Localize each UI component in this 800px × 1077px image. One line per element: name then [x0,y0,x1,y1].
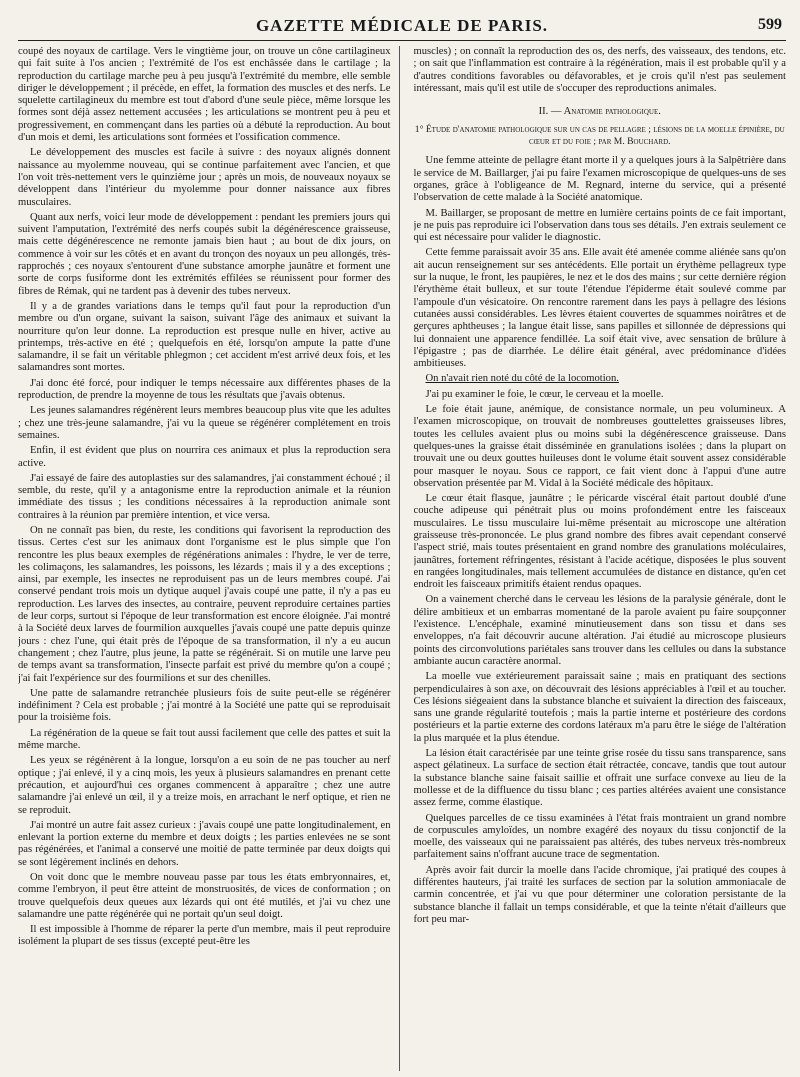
article-title: 1° Étude d'anatomie pathologique sur un cas de pellagre ; lésions de la moelle épinière, du cœur et du foie ; par M. Bouchard. [414,124,785,147]
paragraph: Il y a de grandes variations dans le temps qu'il faut pour la reproduction d'un membre ou d'un organe, suivant la saison, suivant l'âge des animaux et suivant la nourriture qu'on leur donne. La reproduction est presque nulle en hiver, active au printemps, très-active en été ; quelquefois en été, lorsqu'on ampute la patte d'une salamandre, il se fait un véritable phlegmon ; cet accident m'est arrivé deux fois, et les salamandres sont mortes. [18,300,391,374]
paragraph: Le cœur était flasque, jaunâtre ; le péricarde viscéral était partout doublé d'une couche adipeuse qui pénétrait plus ou moins profondément entre les faisceaux musculaires. Le tissu musculaire lui-même présentait au microscope une altération graisseuse très-prononcée. Le plus grand nombre des fibres avait cependant conservé l'aspect strié, mais toutes présentaient en grand nombre des granulations moléculaires, jaunâtres, fortement réfringentes, résistant à l'acide acétique, disposées le plus souvent en rangées longitudinales, mais tellement accumulées de distance en distance, qu'en cet endroit les faisceaux primitifs étaient rendus opaques. [413,493,786,591]
paragraph: J'ai montré un autre fait assez curieux : j'avais coupé une patte longitudinalement, en enlevant la portion externe du membre et deux doigts ; les parties enlevées ne se sont pas régénérées, et l'animal a conservé une moitié de patte terminée par deux doigts qui se sont légèrement inclinés en dehors. [18,819,391,868]
paragraph: La moelle vue extérieurement paraissait saine ; mais en pratiquant des sections perpendiculaires à son axe, on découvrait des lésions appréciables à l'œil et au toucher. Ces lésions siégeaient dans la substance blanche et suivaient la direction des faisceaux, sans une grande régularité toutefois ; mais la partie interne et postérieure des cordons postérieurs et la partie externe des cordons latéraux m'a paru être le siége de l'altération la plus marquée et la plus étendue. [413,671,786,744]
paragraph: On ne connaît pas bien, du reste, les conditions qui favorisent la reproduction des tissus. Certes c'est sur les animaux dont l'organisme est le plus simple que l'on rencontre les plus beaux exemples de régénérations animales : l'hydre, le ver de terre, les colimaçons, les salamandres, les poissons, les lézards ; mais il y a des exceptions ; ainsi, par exemple, les insectes ne reproduisent pas un de leurs membres coupé. J'ai conservé pendant trois mois un dytique auquel j'avais coupé une patte, il n'y a pas eu reproduction. Les larves des insectes, au contraire, peuvent reproduire certaines parties de leur corps, surtout si l'époque de leur transformation est encore éloignée. J'ai montré à la Société deux larves de fourmilion auxquelles j'avais coupé une patte depuis quinze jours : chez l'une, qui était près de l'époque de sa transformation, il n'y a eu aucun changement ; chez l'autre, plus jeune, la patte se régénérait. Si on mutile une larve peu de temps avant sa transformation, l'insecte parfait est privé du membre qu'on a coupé ; j'ai fait l'expérience sur des fourmilions et sur des chenilles. [18,524,391,684]
two-column-body [18,46,786,1071]
left-column [18,46,400,1071]
paragraph: Quant aux nerfs, voici leur mode de développement : pendant les premiers jours qui suivent l'amputation, l'extrémité des nerfs coupés subit la dégénérescence graisseuse, mais cette dégénérescence ne remonte jamais bien haut ; au bout de dix jours, on commence à voir sur les côtés et en avant du tronçon des noyaux un peu allongés, très-rapprochés ; ces noyaux s'entourent d'une substance amorphe jaunâtre et forment une sorte de corps fusiforme dont les extrémités effilées se réunissent pour former des fibres de Rémak, qui ne tardent pas à devenir des tubes nerveux. [18,211,391,297]
section-title: II. — Anatomie pathologique. [538,106,661,118]
paragraph: Une femme atteinte de pellagre étant morte il y a quelques jours à la Salpêtrière dans le service de M. Baillarger, j'ai pu faire l'examen microscopique de quelques-uns de ses organes, grâce à l'obligeance de M. Regnard, interne du service, qui a présenté l'observation de cette malade à la Société anatomique. [413,155,786,204]
paragraph: J'ai essayé de faire des autoplasties sur des salamandres, j'ai constamment échoué ; il semble, du reste, qu'il y a antagonisme entre la reproduction animale et la réunion immédiate des tissus ; les conditions nécessaires à la reproduction animale sont contraires à la réunion par première intention, et vice versa. [18,472,391,521]
underlined-text: On n'avait rien noté du côté de la locomotion. [425,373,619,385]
paragraph: J'ai donc été forcé, pour indiquer le temps nécessaire aux différentes phases de la reproduction, de prendre la moyenne de tous les résultats que j'avais obtenus. [18,377,391,402]
paragraph: La régénération de la queue se fait tout aussi facilement que celle des pattes et suit la même marche. [18,727,391,752]
page-number: 599 [758,16,782,33]
page-header [18,14,786,41]
journal-title: GAZETTE MÉDICALE DE PARIS. [255,16,549,35]
paragraph: Après avoir fait durcir la moelle dans l'acide chromique, j'ai pratiqué des coupes à différentes hauteurs, j'ai traité les surfaces de section par la solution ammoniacale de carmin concentrée, et j'ai vu que pour déterminer une coloration persistante de la substance blanche il fallait un temps considérable, et que la teinte n'était d'ailleurs que fort peu mar- [413,864,786,925]
paragraph: On a vainement cherché dans le cerveau les lésions de la paralysie générale, dont le délire ambitieux et un embarras momentané de la parole avaient pu faire soupçonner l'existence. L'encéphale, examiné minutieusement dans son tissu et dans ses enveloppes, n'a fait découvrir aucune altération. J'ai étudié au microscope plusieurs points des circonvolutions pariétales sans trouver dans les cellules ou dans la substance ambiante aucun caractère anormal. [413,594,786,667]
paragraph: coupé des noyaux de cartilage. Vers le vingtième jour, on trouve un cône cartilagineux qui fait suite à l'os ancien ; l'extrémité de l'os est enchâssée dans le cartilage ; la reproduction du cartilage marche peu à peu jusqu'à l'extrémité du membre, elle semble diriger le développement ; il précède, en effet, la formation des muscles et des nerfs. Le squelette cartilagineux du membre est tout d'abord d'une seule pièce, même lorsque les formes sont déjà assez nettement accusées ; les articulations se montrent peu à peu et progressivement, en commençant dans les parties où a débuté la reproduction. Au bout d'un mois et demi, les articulations sont formées et l'ossification commence. [18,46,391,144]
paragraph: M. Baillarger, se proposant de mettre en lumière certains points de ce fait important, je ne puis pas reproduire ici l'observation dans tous ses détails. J'en extrais seulement ce qui est nécessaire pour valider le diagnostic. [413,207,786,244]
paragraph: Il est impossible à l'homme de réparer la perte d'un membre, mais il peut reproduire isolément la plupart de ses tissus (excepté peut-être les [18,924,391,948]
underlined-paragraph [414,373,787,385]
paragraph: Cette femme paraissait avoir 35 ans. Elle avait été amenée comme aliénée sans qu'on ait aucun renseignement sur ses antécédents. Elle portait un érythème pellagreux type sur la nuque, le front, les paupières, le nez et le dos des mains ; sur cette dernière région l'érythème était bulleux, et sur toute l'étendue l'épiderme était soulevé comme par l'ampoule d'un vésicatoire. On rencontre rarement dans les pays à pellagre des lésions cutanées aussi considérables. Les lèvres étaient couvertes de squammes noirâtres et de gerçures aphtheuses ; la langue était lisse, sans papilles et sillonnée de dépressions qui lui donnaient une apparence fendillée. La soif était vive, avec sensation de brûlure à l'épigastre ; pas de diarrhée. Le délire était général, avec prédominance d'idées ambitieuses. [413,247,786,370]
right-column [414,46,787,1071]
paragraph: Le développement des muscles est facile à suivre : des noyaux alignés donnent naissance au myolemme nouveau, qui se continue parfaitement avec l'ancien, et que l'on voit très-nettement vers le quinzième jour ; après un mois, de nouveaux noyaux se développent dans l'intérieur du myolemme pour donner naissance aux fibres musculaires. [18,147,391,208]
paragraph: On voit donc que le membre nouveau passe par tous les états embryonnaires, et, comme l'embryon, il peut être atteint de monstruosités, de vices de conformation ; on trouve quelquefois deux queues aux lézards qui ont été mutilés, et j'ai vu chez une salamandre une patte régénérée qui ne portait qu'un seul doigt. [18,872,391,920]
paragraph: Une patte de salamandre retranchée plusieurs fois de suite peut-elle se régénérer indéfiniment ? Cela est probable ; j'ai montré à la Société une patte qui se reproduisait pour la troisième fois. [18,687,391,724]
paragraph: muscles) ; on connaît la reproduction des os, des nerfs, des vaisseaux, des tendons, etc. ; on sait que l'inflammation est contraire à la régénération, mais il est probable qu'il y a d'autres conditions favorables ou défavorables, et je crois qu'il n'est pas seulement intéressant, mais qu'il est utile de s'occuper des reproductions animales. [413,46,786,94]
paragraph: Les jeunes salamandres régénèrent leurs membres beaucoup plus vite que les adultes ; chez une très-jeune salamandre, j'ai vu la queue se régénérer complétement en trois semaines. [18,405,391,441]
paragraph: Les yeux se régénèrent à la longue, lorsqu'on a eu soin de ne pas toucher au nerf optique ; j'ai enlevé, il y a cinq mois, les yeux à plusieurs salamandres en prenant cette précaution, et aujourd'hui ces organes commencent à apparaître ; chez une autre salamandre j'ai enlevé un œil, il y a treize mois, en arrachant le nerf optique, et rien ne se reproduit. [18,755,391,816]
paragraph: Le foie était jaune, anémique, de consistance normale, un peu volumineux. A l'examen microscopique, on trouvait de nombreuses gouttelettes graisseuses libres, toutes les cellules avaient plus ou moins subi la dégénérescence graisseuse. Dans quelques-unes la graisse était disséminée en granulations isolées ; dans la plupart on trouvait une ou deux gouttes huileuses dont le volume était souvent assez considérable pour masquer le noyau. Sous ce rapport, ce fait vient donc à l'appui d'une autre observation présentée par M. Vidal à la Société médicale des hôpitaux. [413,404,786,489]
paragraph: Enfin, il est évident que plus on nourrira ces animaux et plus la reproduction sera active. [18,445,391,469]
paragraph: La lésion était caractérisée par une teinte grise rosée du tissu sans transparence, sans aspect gélatineux. La surface de section était rétractée, concave, tandis que tout autour la substance blanche saine faisait saillie et offrait une surface convexe au lieu de la mollesse et de la diffluence du tissu blanc ; ces parties altérées avaient une consistance assez ferme, comme élastique. [413,748,786,809]
paragraph: J'ai pu examiner le foie, le cœur, le cerveau et la moelle. [425,388,664,400]
paragraph: Quelques parcelles de ce tissu examinées à l'état frais montraient un grand nombre de corpuscules amyloïdes, un nombre exagéré des noyaux du tissu conjonctif de la moelle, des vaisseaux qui ne paraissaient pas altérés, des tubes nerveux très-nombreux parfaitement sains n'offrant aucune trace de segmentation. [413,812,786,861]
